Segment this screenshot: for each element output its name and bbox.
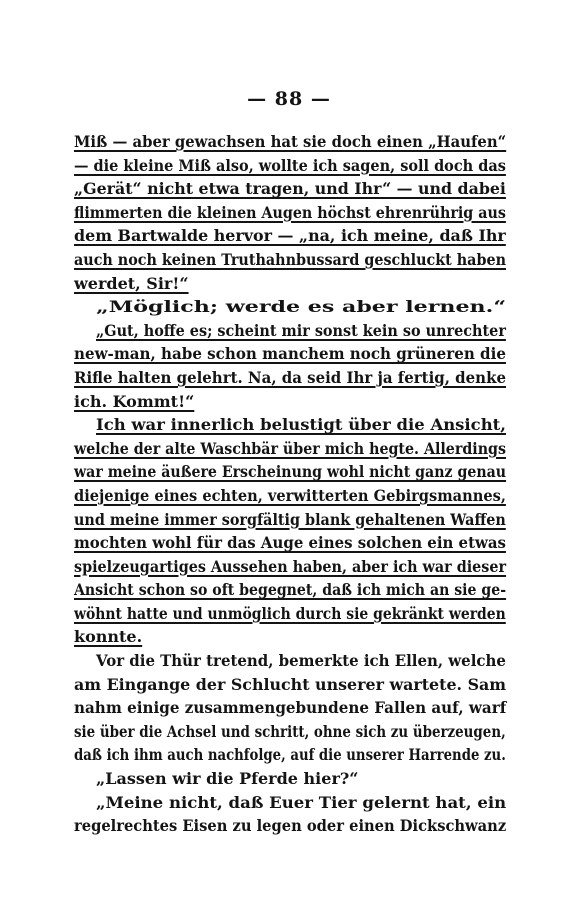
text-line [74, 272, 506, 296]
text-line [74, 767, 506, 791]
text-line [74, 390, 506, 414]
text-line-content: diejenige eines echten, verwitterten Gebirgsmannes, [74, 485, 506, 505]
text-line-content: ich. Kommt!“ [74, 391, 195, 411]
text-line-content: — die kleine Miß also, wollte ich sagen, soll doch das [74, 155, 506, 175]
text-line [74, 413, 506, 437]
text-line-content: welche der alte Waschbär über mich hegte. Allerdings [74, 438, 506, 458]
text-line-content: flimmerten die kleinen Augen höchst ehrenrührig aus [74, 202, 506, 222]
text-line [74, 791, 506, 815]
text-line [74, 625, 506, 649]
text-line [74, 649, 506, 673]
text-line-content: regelrechtes Eisen zu legen oder einen Dickschwanz [74, 816, 507, 836]
text-line-content: Vor die Thür tretend, bemerkte ich Ellen, welche [96, 651, 506, 671]
text-line-content: nahm einige zusammengebundene Fallen auf, warf [74, 698, 507, 718]
text-line-content: „Möglich; werde es aber lernen.“ [96, 297, 507, 317]
text-line-content: konnte. [74, 627, 143, 647]
text-line-content: dem Bartwalde hervor — „na, ich meine, daß Ihr [74, 226, 506, 246]
text-line [74, 460, 506, 484]
text-line [74, 177, 506, 201]
text-line [74, 673, 506, 697]
text-line [74, 814, 506, 838]
text-line-content: daß ich ihm auch nachfolge, auf die unserer Harrende zu. [74, 745, 506, 765]
text-line-content: „Gerät“ nicht etwa tragen, und Ihr“ — und dabei [74, 179, 506, 199]
text-line-content: spielzeugartiges Aussehen haben, aber ich war dieser [74, 556, 507, 576]
text-line-content: auch noch keinen Truthahnbussard geschluckt haben [74, 249, 506, 269]
text-line [74, 555, 506, 579]
text-line-content: „Meine nicht, daß Euer Tier gelernt hat, ein [96, 792, 507, 812]
text-line-content: wöhnt hatte und unmöglich durch sie gekränkt werden [74, 603, 506, 623]
text-line [74, 248, 506, 272]
text-line-content: „Lassen wir die Pferde hier?“ [96, 769, 359, 789]
text-line-content: Ich war innerlich belustigt über die Ansicht, [96, 415, 506, 435]
text-line [74, 578, 506, 602]
text-line [74, 342, 506, 366]
text-line-content: „Gut, hoffe es; scheint mir sonst kein so unrechter [96, 320, 506, 340]
body-text [74, 130, 506, 838]
text-line-content: werdet, Sir!“ [74, 273, 189, 293]
text-line-content: war meine äußere Erscheinung wohl nicht ganz genau [74, 462, 507, 482]
text-line-content: mochten wohl für das Auge eines solchen ein etwas [74, 533, 506, 553]
text-line [74, 531, 506, 555]
text-line [74, 201, 506, 225]
text-line-content: Miß — aber gewachsen hat sie doch einen „Haufen“ [74, 132, 507, 151]
text-line-content: new-man, habe schon manchem noch grüneren die [74, 344, 506, 364]
text-line [74, 720, 506, 744]
text-line-content: am Eingange der Schlucht unserer wartete. Sam [74, 674, 507, 694]
text-line [74, 484, 506, 508]
text-line [74, 743, 506, 767]
text-line-content: sie über die Achsel und schritt, ohne sich zu überzeugen, [74, 721, 506, 741]
text-line [74, 602, 506, 626]
text-line-content: und meine immer sorgfältig blank gehaltenen Waffen [74, 509, 506, 529]
text-line-content: Ansicht schon so oft begegnet, daß ich mich an sie ge- [74, 580, 507, 600]
text-line [74, 366, 506, 390]
text-line [74, 319, 506, 343]
page-number: — 88 — [247, 88, 331, 110]
text-line [74, 130, 506, 154]
text-line-content: Rifle halten gelehrt. Na, da seid Ihr ja fertig, denke [74, 367, 506, 387]
text-line [74, 696, 506, 720]
text-line [74, 295, 506, 319]
text-line [74, 154, 506, 178]
text-line [74, 508, 506, 532]
text-line [74, 437, 506, 461]
text-line [74, 224, 506, 248]
